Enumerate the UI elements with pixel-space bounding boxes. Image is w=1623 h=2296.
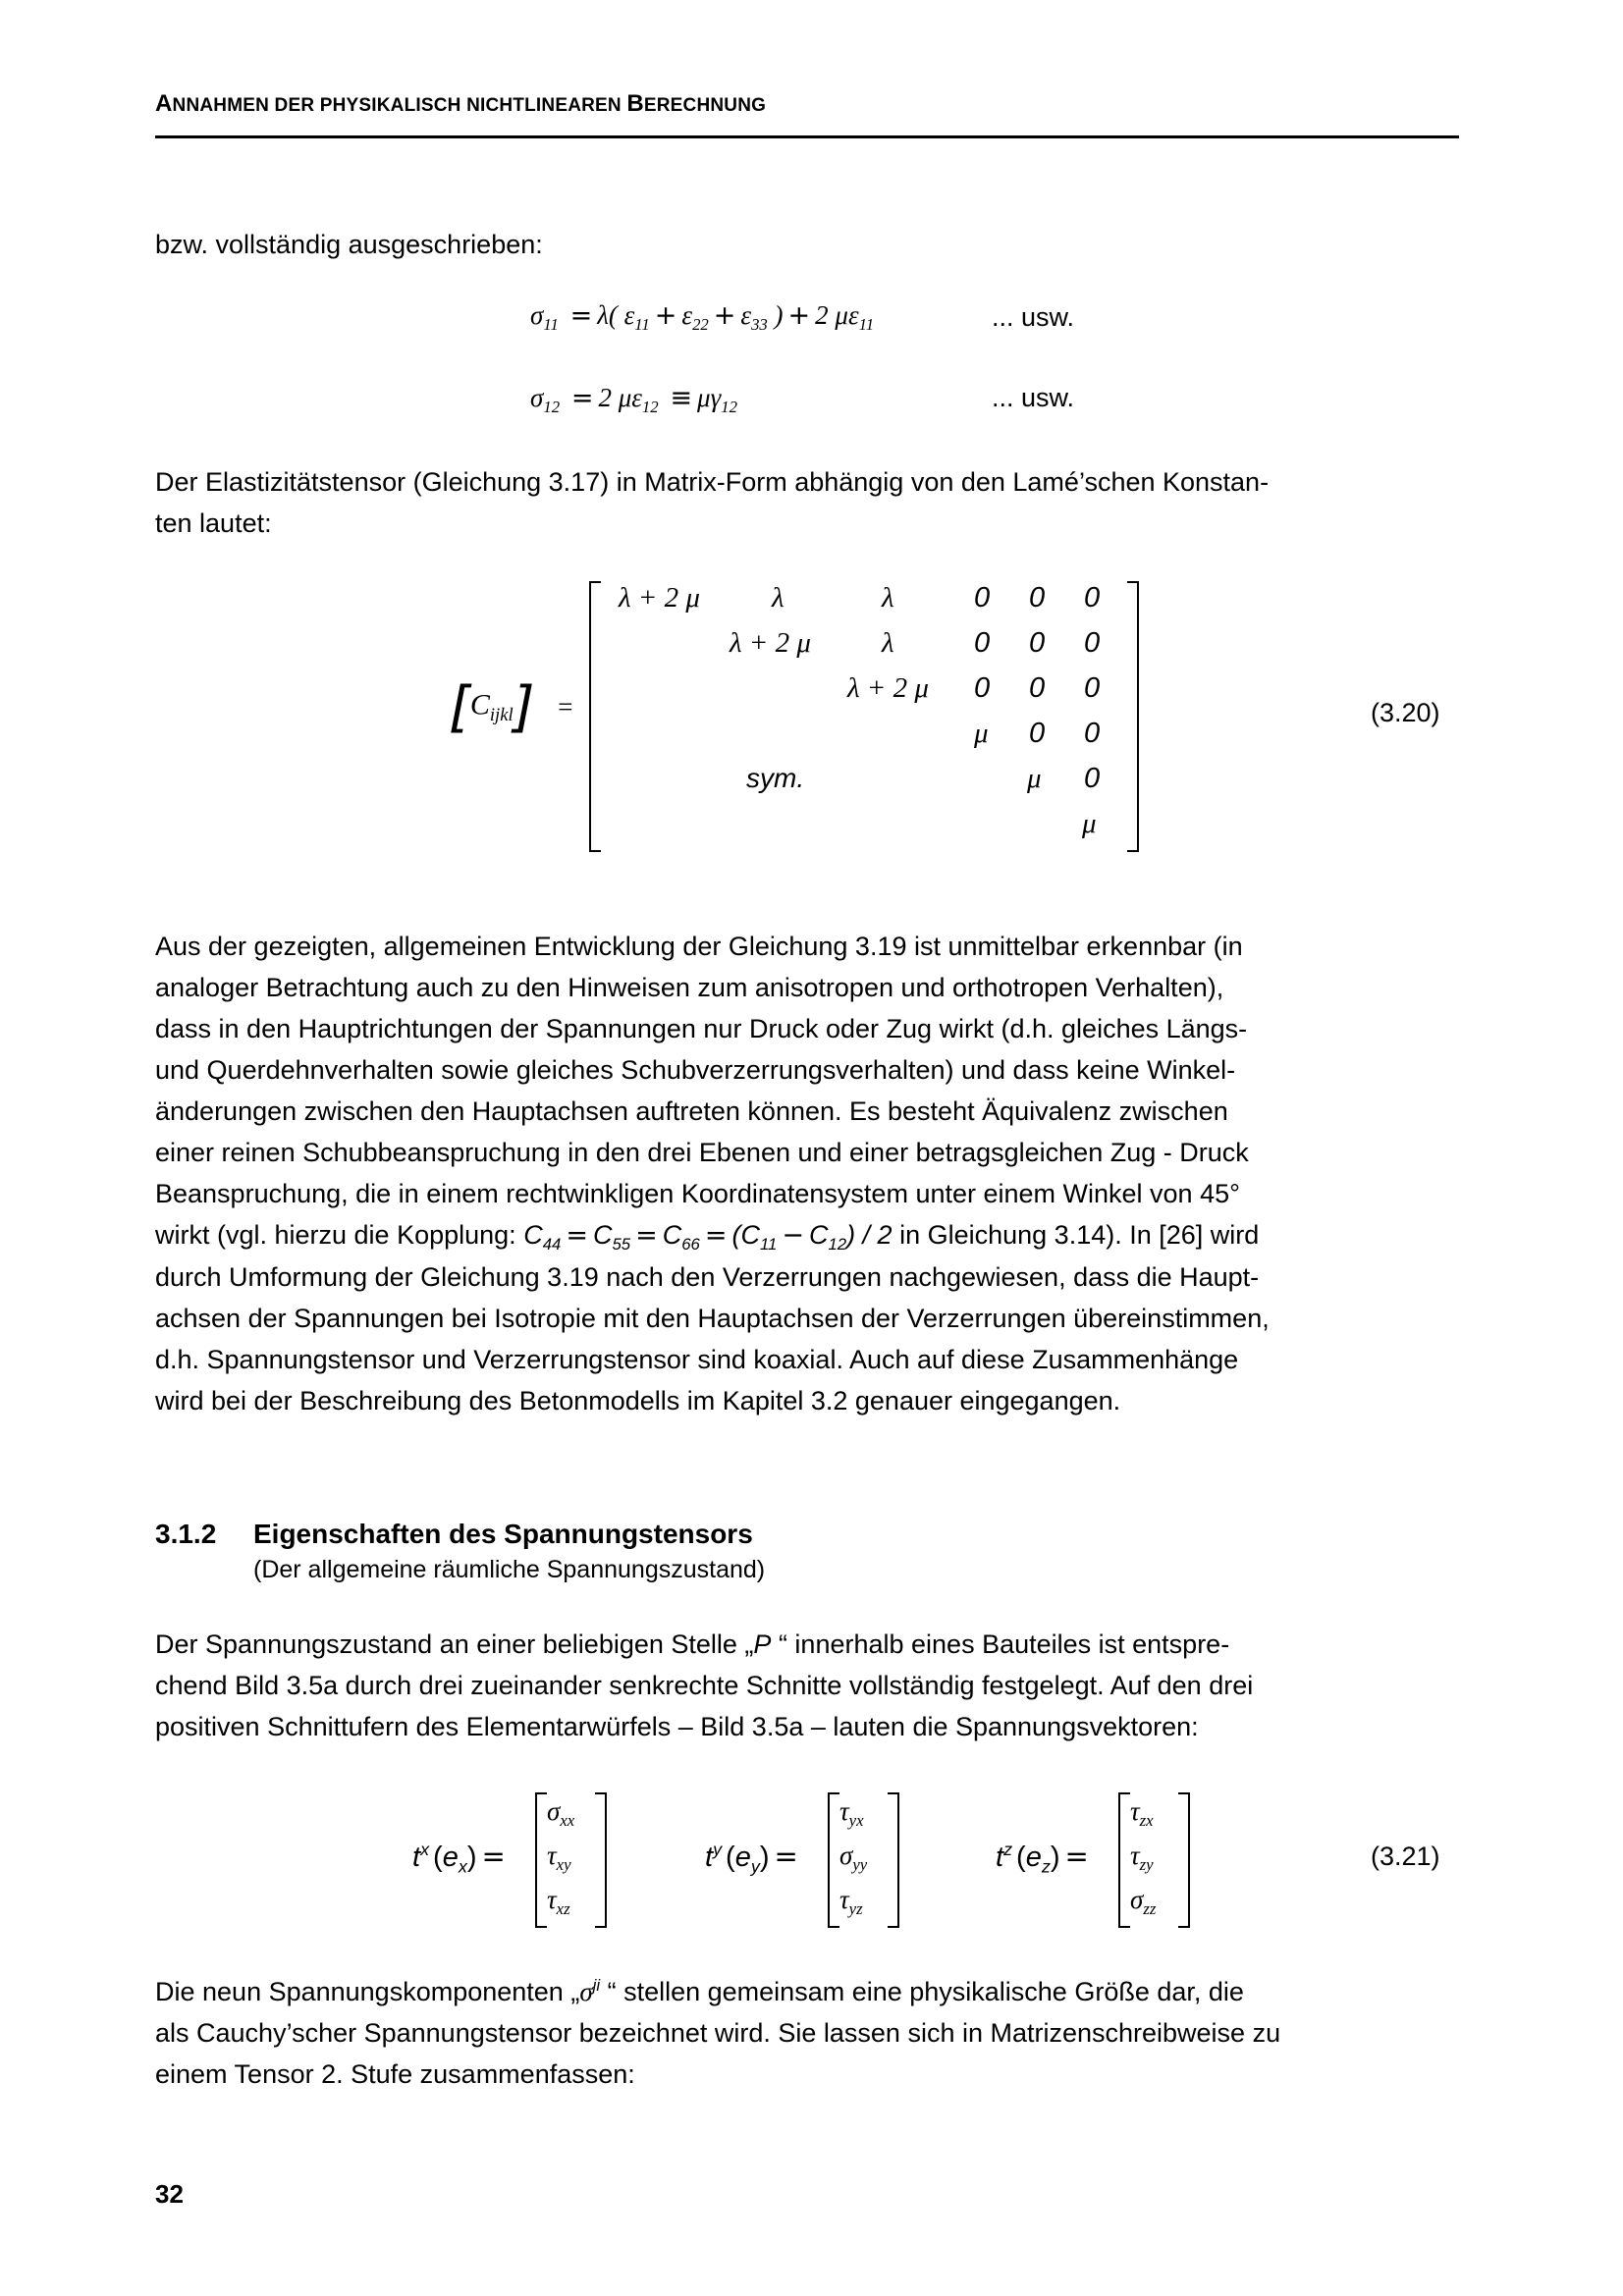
vector-component [839, 1841, 868, 1874]
formula-sub: xy [556, 1854, 571, 1874]
text-fragment: Die neun Spannungskomponenten „ [155, 1977, 580, 2006]
eq-symbol: μ [697, 383, 711, 412]
formula-symbol: σ [547, 1796, 561, 1826]
formula-sub: zz [1143, 1898, 1157, 1918]
eq-symbol: γ [710, 383, 722, 412]
vector-bracket-right [888, 1792, 899, 1928]
formula-symbol: σ [1130, 1885, 1144, 1914]
text-line-with-formula [155, 1214, 1441, 1256]
matrix-lhs [449, 675, 574, 739]
matrix-cell: 0 [974, 627, 991, 659]
paragraph-elastizitaet [155, 461, 1441, 544]
equation-sigma11 [530, 300, 875, 334]
formula-sup: z [1003, 1840, 1013, 1860]
running-header [155, 90, 766, 118]
formula-sup: ji [592, 1975, 601, 1995]
eq-op: = [569, 300, 593, 331]
vector-bracket-left [828, 1792, 839, 1928]
lhs-bracket-close: ] [513, 675, 535, 739]
formula-op: = [1064, 1840, 1089, 1873]
formula-symbol: σ [579, 1977, 593, 2006]
text-fragment: “ stellen gemeinsam eine physikalische Größe dar, die [600, 1977, 1244, 2006]
eq-symbol: ε [847, 300, 859, 330]
formula-symbol: C [740, 1220, 760, 1250]
usw-2: ... usw. [992, 383, 1075, 412]
text-line: analoger Betrachtung auch zu den Hinweisen zum anisotropen und orthotropen Verhalten), [155, 973, 1224, 1002]
header-initial-a: A [155, 90, 173, 117]
vector-bracket-left [1118, 1792, 1130, 1928]
eq-symbol: μ [618, 383, 632, 412]
text-line: wird bei der Beschreibung des Betonmodells im Kapitel 3.2 genauer eingegangen. [155, 1386, 1121, 1415]
formula-sub: 11 [759, 1234, 778, 1254]
formula-op: ) / 2 [846, 1220, 893, 1250]
text-fragment: “ innerhalb eines Bauteiles ist entspre- [771, 1629, 1230, 1659]
header-text-2: ERECHNUNG [643, 95, 767, 116]
formula-sub: 66 [681, 1234, 700, 1254]
text-line: durch Umformung der Gleichung 3.19 nach den Verzerrungen nachgewiesen, dass die Haupt- [155, 1262, 1260, 1292]
formula-sub: xx [560, 1810, 575, 1830]
eq-op: = [570, 383, 594, 413]
formula-op: = [774, 1840, 798, 1873]
vector-label-y [705, 1840, 803, 1877]
section-title: Eigenschaften des Spannungstensors [253, 1519, 753, 1549]
formula-symbol: e [734, 1842, 751, 1873]
eq-symbol: ε [623, 300, 635, 330]
formula-sub: yz [848, 1898, 863, 1918]
eq-symbol: ε [740, 300, 752, 330]
formula-symbol: C [523, 1220, 543, 1250]
text-line: d.h. Spannungstensor und Verzerrungstensor sind koaxial. Auch auf diese Zusammenhänge [155, 1345, 1239, 1374]
formula-symbol: τ [839, 1885, 849, 1914]
formula-op: ) [1050, 1842, 1060, 1873]
matrix-cell: λ + 2 μ [730, 627, 811, 659]
intro-line: bzw. vollständig ausgeschrieben: [155, 230, 543, 259]
eq-sub: 12 [641, 397, 659, 416]
text-line: dass in den Hauptrichtungen der Spannungen nur Druck oder Zug wirkt (d.h. gleiches Längs- [155, 1014, 1248, 1043]
eq-sub: 12 [543, 397, 561, 416]
matrix-cell: 0 [1084, 718, 1101, 749]
formula-op: ( [433, 1842, 443, 1873]
eq-sub: 33 [751, 314, 768, 334]
eq-op: + [713, 300, 736, 331]
formula-sup: y [713, 1840, 723, 1860]
formula-symbol: P [753, 1629, 772, 1659]
eq-op: ) [774, 300, 784, 330]
formula-op: ( [726, 1842, 735, 1873]
vector-component [547, 1885, 570, 1918]
vector-component [547, 1796, 575, 1830]
text-fragment: wirkt (vgl. hierzu die Kopplung: [155, 1220, 524, 1250]
matrix-cell: 0 [1084, 672, 1101, 704]
matrix-cell: 0 [1084, 582, 1101, 614]
formula-sub: yx [848, 1810, 864, 1830]
matrix-cell: 0 [1084, 627, 1101, 659]
formula-symbol: e [442, 1842, 459, 1873]
eq-number: 2 [815, 300, 829, 330]
text-line: chend Bild 3.5a durch drei zueinander senkrechte Schnitte vollständig festgelegt. Auf den drei [155, 1671, 1254, 1700]
paragraph-spannungszustand [155, 1624, 1441, 1747]
matrix-bracket-right [1127, 581, 1139, 852]
eq-sub: 11 [634, 314, 650, 334]
eq-symbol: μ [835, 300, 848, 330]
text-line: Der Elastizitätstensor (Gleichung 3.17) in Matrix-Form abhängig von den Lamé’schen Konstan- [155, 467, 1270, 497]
eq-sub: 12 [721, 397, 737, 416]
eq-op: + [654, 300, 677, 331]
vector-bracket-right [595, 1792, 607, 1928]
formula-sub: xz [556, 1898, 570, 1918]
text-line: einem Tensor 2. Stufe zusammenfassen: [155, 2059, 635, 2089]
header-initial-b: B [626, 90, 644, 117]
text-fragment: in Gleichung 3.14). In [26] wird [892, 1220, 1260, 1250]
formula-op: = [566, 1220, 588, 1251]
formula-op: = [635, 1220, 658, 1251]
lhs-bracket-open: [ [449, 675, 470, 739]
header-text-1: NNAHMEN DER PHYSIKALISCH NICHTLINEAREN [172, 95, 627, 116]
eq-op: ( [608, 300, 618, 330]
formula-symbol: e [1025, 1842, 1042, 1873]
formula-symbol: τ [1130, 1796, 1140, 1826]
formula-symbol: τ [1130, 1841, 1140, 1870]
formula-sub: 44 [542, 1234, 562, 1254]
matrix-cell: 0 [1029, 718, 1046, 749]
formula-sub: y [750, 1856, 760, 1877]
text-line [155, 1624, 1441, 1665]
lhs-symbol: C [469, 688, 490, 721]
text-line [155, 1971, 1441, 2012]
eq-symbol: ε [631, 383, 642, 412]
matrix-cell: 0 [1029, 627, 1046, 659]
text-line: änderungen zwischen den Hauptachsen auftreten können. Es besteht Äquivalenz zwischen [155, 1096, 1228, 1126]
paragraph-neun-komponenten [155, 1971, 1441, 2095]
eq-symbol: σ [530, 383, 544, 412]
usw-1: ... usw. [992, 302, 1075, 332]
formula-op: ) [759, 1842, 770, 1873]
eq-sub: 11 [858, 314, 875, 334]
formula-op: − [782, 1220, 804, 1251]
matrix-cell: λ + 2 μ [619, 582, 700, 614]
text-line: positiven Schnittufern des Elementarwürfels – Bild 3.5a – lauten die Spannungsvektoren: [155, 1712, 1199, 1741]
section-subtitle: (Der allgemeine räumliche Spannungszustand) [253, 1556, 766, 1583]
formula-sub: 55 [612, 1234, 631, 1254]
eq-op: ≡ [670, 383, 692, 413]
equation-sigma12 [530, 383, 737, 416]
formula-sub: yy [852, 1854, 868, 1874]
eq-sub: 22 [692, 314, 709, 334]
equation-number-321: (3.21) [1371, 1842, 1440, 1871]
matrix-cell: 0 [1084, 763, 1101, 794]
formula-sub: 12 [828, 1234, 847, 1254]
formula-op: = [704, 1220, 728, 1251]
formula-op: ) [466, 1842, 477, 1873]
matrix-cell: λ [772, 582, 784, 614]
vector-component [839, 1796, 864, 1830]
matrix-cell: 0 [1029, 582, 1046, 614]
vector-component [1130, 1796, 1154, 1830]
matrix-sym-label: sym. [746, 763, 805, 793]
vector-component [839, 1885, 863, 1918]
formula-op: = [481, 1840, 506, 1873]
vector-component [1130, 1885, 1157, 1918]
formula-symbol: σ [839, 1841, 853, 1870]
text-line: als Cauchy’scher Spannungstensor bezeichnet wird. Sie lassen sich in Matrizenschreibweise zu [155, 2018, 1281, 2048]
vector-component [1130, 1841, 1154, 1874]
text-line: Aus der gezeigten, allgemeinen Entwicklung der Gleichung 3.19 ist unmittelbar erkennbar (in [155, 932, 1243, 961]
matrix-cell: μ [974, 718, 989, 749]
matrix-cell: λ + 2 μ [847, 672, 929, 704]
matrix-cell: 0 [974, 672, 991, 704]
formula-sup: x [420, 1840, 430, 1860]
eq-number: 2 [598, 383, 612, 412]
text-line: achsen der Spannungen bei Isotropie mit den Hauptachsen der Verzerrungen übereinstimmen, [155, 1304, 1270, 1333]
eq-symbol: σ [530, 300, 544, 330]
formula-symbol: C [592, 1220, 613, 1250]
equation-number-320: (3.20) [1371, 698, 1440, 727]
formula-op: ( [731, 1220, 741, 1250]
formula-symbol: t [705, 1842, 714, 1873]
section-number: 3.1.2 [155, 1519, 217, 1549]
eq-symbol: λ [597, 300, 609, 330]
formula-symbol: t [996, 1842, 1004, 1873]
text-line: und Querdehnverhalten sowie gleiches Schubverzerrungsverhalten) und dass keine Winkel- [155, 1055, 1236, 1085]
page-number: 32 [155, 2179, 184, 2209]
text-line: einer reinen Schubbeanspruchung in den drei Ebenen und einer betragsgleichen Zug - Druck [155, 1138, 1249, 1167]
formula-sub: x [458, 1856, 467, 1877]
matrix-bracket-left [589, 581, 601, 852]
paragraph-aus [155, 926, 1441, 1421]
formula-symbol: τ [547, 1885, 557, 1914]
eq-sub: 11 [543, 314, 559, 334]
formula-symbol: t [412, 1842, 421, 1873]
eq-symbol: ε [681, 300, 693, 330]
matrix-cell: μ [1027, 763, 1042, 794]
formula-symbol: τ [547, 1841, 557, 1870]
lhs-sub: ijkl [489, 704, 514, 725]
formula-sub: z [1041, 1856, 1051, 1877]
formula-sub: zy [1139, 1854, 1154, 1874]
formula-symbol: C [808, 1220, 829, 1250]
vector-bracket-right [1178, 1792, 1190, 1928]
formula-symbol: C [662, 1220, 682, 1250]
text-fragment: Der Spannungszustand an einer beliebigen Stelle „ [155, 1629, 754, 1659]
formula-op: ( [1016, 1842, 1026, 1873]
eq-op: + [787, 300, 811, 331]
header-rule [155, 135, 1459, 138]
matrix-cell: 0 [974, 582, 991, 614]
vector-label-z [996, 1840, 1094, 1877]
matrix-cell: μ [1082, 808, 1097, 839]
lhs-eq: = [556, 692, 574, 721]
formula-symbol: τ [839, 1796, 849, 1826]
text-line: Beanspruchung, die in einem rechtwinkligen Koordinatensystem unter einem Winkel von 45° [155, 1179, 1240, 1208]
text-line: ten lautet: [155, 508, 272, 538]
formula-sub: zx [1139, 1810, 1154, 1830]
matrix-cell: λ [882, 582, 894, 614]
matrix-cell: 0 [1029, 672, 1046, 704]
vector-bracket-left [535, 1792, 547, 1928]
vector-component [547, 1841, 571, 1874]
matrix-cell: λ [882, 627, 894, 659]
vector-label-x [412, 1840, 511, 1877]
